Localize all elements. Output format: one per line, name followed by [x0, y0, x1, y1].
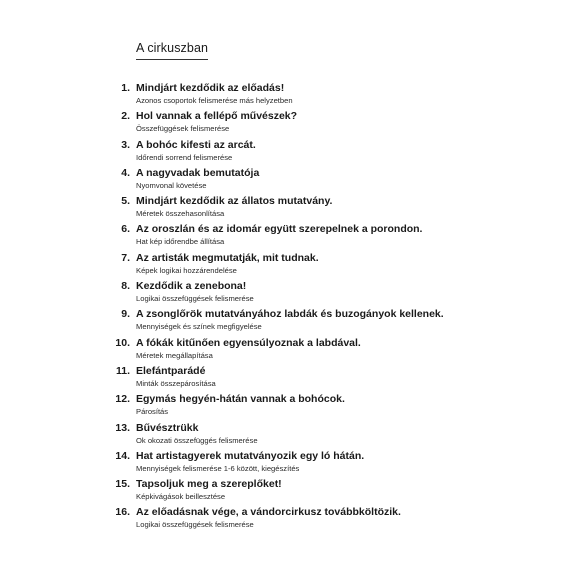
item-title: Hol vannak a fellépő művészek?	[136, 110, 298, 123]
item-number: 8.	[121, 280, 130, 293]
item-subtitle: Összefüggések felismerése	[136, 124, 230, 134]
list-item	[0, 393, 576, 421]
list-item	[0, 252, 576, 280]
item-number: 13.	[115, 421, 130, 434]
list-item	[0, 308, 576, 336]
item-title: A nagyvadak bemutatója	[136, 166, 260, 179]
item-subtitle: Azonos csoportok felismerése más helyzetben	[136, 96, 293, 105]
item-subtitle: Logikai összefüggések felismerése	[136, 294, 254, 304]
item-number: 1.	[121, 82, 130, 94]
item-subtitle: Méretek összehasonlítása	[136, 209, 225, 219]
section-title-underline	[136, 59, 208, 60]
list-item	[0, 478, 576, 506]
item-number: 6.	[121, 223, 130, 236]
item-title: Elefántparádé	[136, 364, 206, 377]
item-title: Kezdődik a zenebona!	[136, 280, 247, 293]
item-title: Az artisták megmutatják, mit tudnak.	[136, 251, 319, 264]
item-number: 16.	[115, 506, 130, 519]
item-subtitle: Ok okozati összefüggés felismerése	[136, 435, 258, 445]
item-title: Mindjárt kezdődik az előadás!	[136, 82, 285, 94]
item-subtitle: Minták összepárosítása	[136, 378, 216, 388]
item-title: Bűvésztrükk	[136, 421, 199, 434]
item-subtitle: Képkivágások beillesztése	[136, 492, 226, 502]
item-title: Az előadásnak vége, a vándorcirkusz továbbköltözik.	[136, 506, 401, 519]
item-title: Tapsoljuk meg a szereplőket!	[136, 478, 282, 491]
section-title: A cirkuszban	[136, 41, 209, 55]
list-item	[0, 110, 576, 138]
list-item	[0, 422, 576, 450]
list-item	[0, 365, 576, 393]
contents-list	[0, 82, 576, 535]
item-subtitle: Időrendi sorrend felismerése	[136, 152, 233, 162]
list-item	[0, 280, 576, 308]
item-number: 15.	[115, 478, 130, 491]
item-number: 9.	[121, 308, 130, 321]
item-number: 14.	[115, 449, 130, 462]
item-subtitle: Mennyiségek felismerése 1-6 között, kiegészítés	[136, 463, 300, 473]
item-number: 4.	[121, 166, 130, 179]
item-number: 12.	[115, 393, 130, 406]
item-number: 3.	[121, 138, 130, 151]
item-number: 7.	[121, 251, 130, 264]
item-number: 11.	[115, 364, 130, 377]
item-number: 5.	[121, 195, 130, 208]
item-subtitle: Hat kép időrendbe állítása	[136, 237, 225, 247]
list-item	[0, 139, 576, 167]
item-subtitle: Méretek megállapítása	[136, 350, 213, 360]
item-title: Hat artistagyerek mutatványozik egy ló hátán.	[136, 449, 365, 462]
item-number: 2.	[121, 110, 130, 123]
list-item	[0, 167, 576, 195]
list-item	[0, 195, 576, 223]
item-subtitle: Nyomvonal követése	[136, 180, 207, 190]
list-item	[0, 223, 576, 251]
item-subtitle: Párosítás	[136, 407, 169, 417]
list-item	[0, 337, 576, 365]
item-title: Mindjárt kezdődik az állatos mutatvány.	[136, 195, 333, 208]
item-title: A zsonglőrök mutatványához labdák és buzogányok kellenek.	[136, 308, 444, 321]
item-subtitle: Mennyiségek és színek megfigyelése	[136, 322, 262, 332]
item-subtitle: Logikai összefüggések felismerése	[136, 520, 254, 530]
list-item	[0, 82, 576, 110]
item-subtitle: Képek logikai hozzárendelése	[136, 265, 237, 275]
item-title: A fókák kitűnően egyensúlyoznak a labdával.	[136, 336, 361, 349]
item-title: Egymás hegyén-hátán vannak a bohócok.	[136, 393, 345, 406]
item-title: Az oroszlán és az idomár együtt szerepelnek a porondon.	[136, 223, 423, 236]
list-item	[0, 506, 576, 534]
list-item	[0, 450, 576, 478]
item-title: A bohóc kifesti az arcát.	[136, 138, 256, 151]
item-number: 10.	[115, 336, 130, 349]
